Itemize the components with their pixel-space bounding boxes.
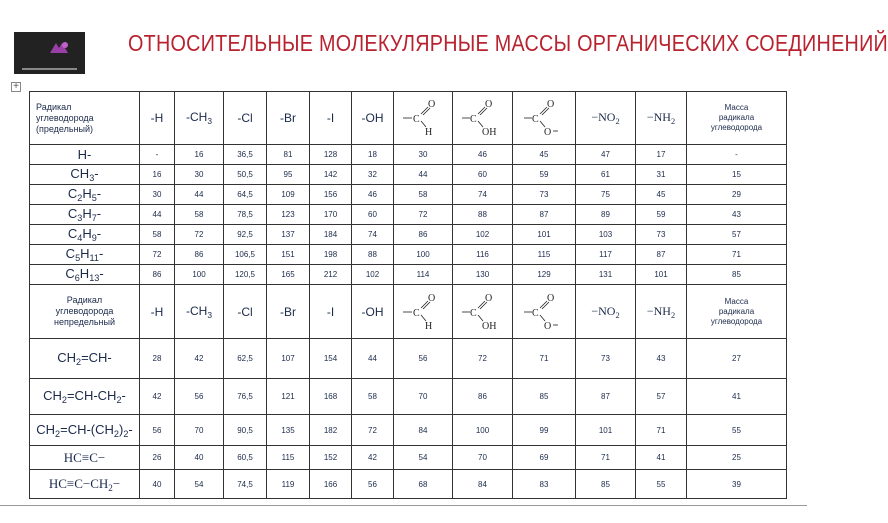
- mass-value-cell: 59: [513, 165, 576, 185]
- mass-value-cell: 121: [267, 379, 310, 415]
- mass-value-cell: 85: [687, 265, 787, 285]
- mass-value-cell: 73: [513, 185, 576, 205]
- table-row: [30, 225, 787, 245]
- formula-subscript: 4: [77, 233, 83, 243]
- col-radical-mass-header: Масса радикала углеводорода: [687, 92, 787, 145]
- svg-text:O: O: [544, 320, 552, 332]
- carboxylate-group-icon: [522, 98, 566, 138]
- mass-value-cell: 15: [687, 165, 787, 185]
- col-radical-mass-header-2: Масса радикала углеводорода: [687, 285, 787, 339]
- mass-value-cell: 30: [394, 145, 453, 165]
- logo: [14, 32, 85, 74]
- mass-value-cell: 50,5: [224, 165, 267, 185]
- formula-subscript: 7: [91, 213, 97, 223]
- col-oh-header: -OH: [352, 92, 394, 145]
- mass-value-cell: 47: [576, 145, 636, 165]
- table-row: [30, 165, 787, 185]
- table-row: [30, 446, 787, 470]
- mass-value-cell: 120,5: [224, 265, 267, 285]
- table-row: [30, 265, 787, 285]
- formula-part: HC≡C−CH: [48, 475, 109, 491]
- formula-subscript: 3: [89, 173, 95, 183]
- formula-part: ): [118, 421, 124, 437]
- mass-value-cell: 85: [513, 379, 576, 415]
- svg-text:O: O: [547, 292, 555, 304]
- svg-text:O: O: [428, 292, 436, 304]
- mass-value-cell: 84: [453, 470, 513, 499]
- aldehyde-group-icon: [401, 98, 445, 138]
- formula-part: -: [96, 186, 102, 201]
- col-no2-header-2: $-NO_2$: [576, 285, 636, 339]
- mass-value-cell: 166: [310, 470, 352, 499]
- table-row: [30, 339, 787, 379]
- col-nh2-header-2: $-NH_2$: [636, 285, 687, 339]
- mass-value-cell: 44: [140, 205, 175, 225]
- mass-value-cell: 168: [310, 379, 352, 415]
- formula-part: H: [82, 206, 92, 221]
- col-aldehyde-header-2: [394, 285, 453, 339]
- mass-value-cell: 72: [140, 245, 175, 265]
- mass-value-cell: 72: [352, 415, 394, 446]
- mass-value-cell: 69: [513, 446, 576, 470]
- formula-part: −: [112, 475, 121, 491]
- formula-part: CH: [43, 388, 62, 403]
- mass-value-cell: 154: [310, 339, 352, 379]
- mass-value-cell: 61: [576, 165, 636, 185]
- formula-part: -: [94, 166, 99, 181]
- mass-value-cell: 135: [267, 415, 310, 446]
- mass-value-cell: 70: [175, 415, 224, 446]
- formula-part: C: [67, 186, 78, 201]
- col-br-header: -Br: [267, 92, 310, 145]
- svg-text:C: C: [413, 307, 420, 319]
- logo-mark-icon: [48, 41, 70, 55]
- unsaturated-rows: [30, 339, 787, 499]
- mass-value-cell: 100: [453, 415, 513, 446]
- formula-subscript: 2: [77, 193, 83, 203]
- formula-part: C: [67, 226, 78, 241]
- mass-value-cell: 44: [352, 339, 394, 379]
- mass-value-cell: 101: [636, 265, 687, 285]
- mass-value-cell: 18: [352, 145, 394, 165]
- mass-value-cell: 71: [513, 339, 576, 379]
- mass-value-cell: 87: [576, 379, 636, 415]
- radical-formula-cell: [30, 339, 140, 379]
- mass-value-cell: 31: [636, 165, 687, 185]
- page-divider: [0, 505, 807, 506]
- mass-value-cell: 81: [267, 145, 310, 165]
- formula-subscript: 5: [75, 253, 81, 263]
- svg-text:O: O: [484, 292, 492, 304]
- mass-value-cell: 56: [352, 470, 394, 499]
- mass-value-cell: 72: [453, 339, 513, 379]
- mass-value-cell: 25: [687, 446, 787, 470]
- svg-text:O: O: [547, 99, 555, 110]
- radical-formula-cell: [30, 245, 140, 265]
- mass-value-cell: -: [140, 145, 175, 165]
- formula-part: C: [67, 206, 78, 221]
- mass-value-cell: 57: [687, 225, 787, 245]
- formula-subscript: 2: [116, 395, 122, 405]
- mass-value-cell: 58: [352, 379, 394, 415]
- mass-table-container: [29, 91, 784, 498]
- col-oh-header-2: -OH: [352, 285, 394, 339]
- table-row: [30, 245, 787, 265]
- col-acid-header-2: [453, 285, 513, 339]
- mass-value-cell: 156: [310, 185, 352, 205]
- mass-value-cell: 74,5: [224, 470, 267, 499]
- formula-subscript: 6: [74, 273, 80, 283]
- mass-value-cell: 43: [636, 339, 687, 379]
- formula-part: H: [82, 226, 92, 241]
- mass-value-cell: 58: [140, 225, 175, 245]
- formula-part: =CH-(CH: [60, 421, 114, 437]
- table-move-handle-icon[interactable]: +: [11, 82, 21, 92]
- col-cl-header-2: -Cl: [224, 285, 267, 339]
- mass-value-cell: 73: [576, 339, 636, 379]
- mass-value-cell: 86: [175, 245, 224, 265]
- mass-value-cell: 106,5: [224, 245, 267, 265]
- formula-subscript: 2: [55, 428, 61, 439]
- formula-part: C: [65, 246, 76, 261]
- col-ch3-header-2: $-CH_3$: [175, 285, 224, 339]
- radical-formula-cell: [30, 446, 140, 470]
- aldehyde-group-icon: [401, 292, 445, 332]
- col-br-header-2: -Br: [267, 285, 310, 339]
- radical-formula-cell: [30, 265, 140, 285]
- mass-value-cell: 87: [513, 205, 576, 225]
- mass-value-cell: 129: [513, 265, 576, 285]
- col-h-header: -H: [140, 92, 175, 145]
- formula-subscript: 2: [61, 395, 67, 405]
- mass-table: [29, 91, 787, 499]
- mass-value-cell: 90,5: [224, 415, 267, 446]
- mass-value-cell: 130: [453, 265, 513, 285]
- mass-value-cell: -: [687, 145, 787, 165]
- mass-value-cell: 86: [140, 265, 175, 285]
- mass-value-cell: 109: [267, 185, 310, 205]
- col-ch3-header: $-CH_3$: [175, 92, 224, 145]
- mass-value-cell: 102: [453, 225, 513, 245]
- mass-value-cell: 56: [175, 379, 224, 415]
- mass-value-cell: 16: [140, 165, 175, 185]
- radical-formula-cell: [30, 415, 140, 446]
- col-nh2-header: $-NH_2$: [636, 92, 687, 145]
- formula-part: CH: [57, 350, 76, 365]
- mass-value-cell: 58: [394, 185, 453, 205]
- mass-value-cell: 184: [310, 225, 352, 245]
- svg-text:O: O: [428, 99, 436, 110]
- mass-value-cell: 41: [687, 379, 787, 415]
- mass-value-cell: 71: [687, 245, 787, 265]
- mass-value-cell: 59: [636, 205, 687, 225]
- formula-subscript: 3: [77, 213, 83, 223]
- carboxyl-group-icon: [460, 292, 506, 332]
- radical-formula-cell: [30, 379, 140, 415]
- mass-value-cell: 55: [687, 415, 787, 446]
- mass-value-cell: 86: [394, 225, 453, 245]
- mass-value-cell: 68: [394, 470, 453, 499]
- mass-value-cell: 42: [175, 339, 224, 379]
- mass-value-cell: 44: [175, 185, 224, 205]
- mass-value-cell: 76,5: [224, 379, 267, 415]
- formula-part: H: [80, 246, 90, 261]
- mass-value-cell: 74: [453, 185, 513, 205]
- svg-text:C: C: [469, 114, 477, 125]
- saturated-rows: [30, 145, 787, 285]
- mass-value-cell: 54: [394, 446, 453, 470]
- mass-value-cell: 42: [352, 446, 394, 470]
- table-row: [30, 205, 787, 225]
- svg-text:OH: OH: [481, 320, 496, 332]
- svg-text:H: H: [425, 127, 433, 138]
- mass-value-cell: 198: [310, 245, 352, 265]
- mass-value-cell: 107: [267, 339, 310, 379]
- mass-value-cell: 29: [687, 185, 787, 205]
- mass-value-cell: 60: [453, 165, 513, 185]
- mass-value-cell: 84: [394, 415, 453, 446]
- formula-part: H: [79, 266, 90, 281]
- mass-value-cell: 101: [513, 225, 576, 245]
- table-row: [30, 185, 787, 205]
- formula-part: -: [121, 388, 126, 403]
- table-row: [30, 145, 787, 165]
- mass-value-cell: 170: [310, 205, 352, 225]
- mass-value-cell: 78,5: [224, 205, 267, 225]
- radical-label-saturated: Радикал углеводорода (предельный): [30, 92, 140, 145]
- mass-value-cell: 100: [394, 245, 453, 265]
- col-i-header-2: -I: [310, 285, 352, 339]
- mass-value-cell: 165: [267, 265, 310, 285]
- col-i-header: -I: [310, 92, 352, 145]
- mass-value-cell: 45: [513, 145, 576, 165]
- mass-value-cell: 102: [352, 265, 394, 285]
- mass-value-cell: 88: [352, 245, 394, 265]
- formula-part: H-: [77, 147, 92, 162]
- mass-value-cell: 86: [453, 379, 513, 415]
- mass-value-cell: 57: [636, 379, 687, 415]
- mass-value-cell: 46: [453, 145, 513, 165]
- mass-value-cell: 36,5: [224, 145, 267, 165]
- formula-part: -: [99, 266, 104, 281]
- mass-value-cell: 100: [175, 265, 224, 285]
- mass-value-cell: 43: [687, 205, 787, 225]
- mass-value-cell: 72: [175, 225, 224, 245]
- mass-value-cell: 212: [310, 265, 352, 285]
- mass-value-cell: 128: [310, 145, 352, 165]
- mass-value-cell: 151: [267, 245, 310, 265]
- mass-value-cell: 70: [453, 446, 513, 470]
- mass-value-cell: 88: [453, 205, 513, 225]
- table-row: [30, 379, 787, 415]
- mass-value-cell: 152: [310, 446, 352, 470]
- formula-part: -: [128, 421, 133, 437]
- svg-text:OH: OH: [481, 127, 496, 138]
- mass-value-cell: 27: [687, 339, 787, 379]
- mass-value-cell: 56: [394, 339, 453, 379]
- mass-value-cell: 95: [267, 165, 310, 185]
- mass-value-cell: 72: [394, 205, 453, 225]
- svg-text:C: C: [413, 114, 420, 125]
- mass-value-cell: 123: [267, 205, 310, 225]
- col-aldehyde-header: [394, 92, 453, 145]
- mass-value-cell: 62,5: [224, 339, 267, 379]
- mass-value-cell: 54: [175, 470, 224, 499]
- mass-value-cell: 85: [576, 470, 636, 499]
- mass-value-cell: 26: [140, 446, 175, 470]
- radical-label-unsaturated: Радикал углеводорода непредельный: [30, 285, 140, 339]
- table-row: [30, 470, 787, 499]
- formula-subscript: 2: [76, 357, 82, 367]
- mass-value-cell: 99: [513, 415, 576, 446]
- svg-text:C: C: [532, 307, 539, 319]
- mass-value-cell: 115: [513, 245, 576, 265]
- mass-value-cell: 41: [636, 446, 687, 470]
- mass-value-cell: 42: [140, 379, 175, 415]
- mass-value-cell: 58: [175, 205, 224, 225]
- mass-value-cell: 45: [636, 185, 687, 205]
- mass-value-cell: 87: [636, 245, 687, 265]
- radical-formula-cell: [30, 165, 140, 185]
- page-title: ОТНОСИТЕЛЬНЫЕ МОЛЕКУЛЯРНЫЕ МАССЫ ОРГАНИЧЕСКИХ СОЕДИНЕНИЙ: [128, 30, 888, 56]
- formula-subscript: 5: [91, 193, 97, 203]
- mass-value-cell: 64,5: [224, 185, 267, 205]
- mass-value-cell: 46: [352, 185, 394, 205]
- mass-value-cell: 119: [267, 470, 310, 499]
- mass-value-cell: 60,5: [224, 446, 267, 470]
- mass-value-cell: 39: [687, 470, 787, 499]
- formula-part: -: [96, 206, 102, 221]
- mass-value-cell: 32: [352, 165, 394, 185]
- mass-value-cell: 83: [513, 470, 576, 499]
- mass-value-cell: 40: [175, 446, 224, 470]
- col-ester-header-2: [513, 285, 576, 339]
- mass-value-cell: 101: [576, 415, 636, 446]
- formula-subscript: 2: [108, 482, 113, 493]
- mass-value-cell: 75: [576, 185, 636, 205]
- formula-part: H: [82, 186, 92, 201]
- svg-text:O: O: [544, 127, 552, 138]
- mass-value-cell: 103: [576, 225, 636, 245]
- mass-value-cell: 73: [636, 225, 687, 245]
- radical-formula-cell: [30, 225, 140, 245]
- svg-text:H: H: [425, 320, 433, 332]
- svg-text:C: C: [532, 114, 539, 125]
- mass-value-cell: 74: [352, 225, 394, 245]
- col-cl-header: -Cl: [224, 92, 267, 145]
- mass-value-cell: 116: [453, 245, 513, 265]
- mass-value-cell: 16: [175, 145, 224, 165]
- header-row-unsaturated: [30, 285, 787, 339]
- mass-value-cell: 92,5: [224, 225, 267, 245]
- mass-value-cell: 60: [352, 205, 394, 225]
- col-acid-header: [453, 92, 513, 145]
- formula-part: C: [65, 266, 75, 281]
- mass-value-cell: 55: [636, 470, 687, 499]
- radical-formula-cell: [30, 145, 140, 165]
- mass-value-cell: 71: [636, 415, 687, 446]
- formula-part: -: [96, 226, 102, 241]
- col-ester-header: [513, 92, 576, 145]
- mass-value-cell: 30: [175, 165, 224, 185]
- formula-part: =CH-CH: [66, 388, 117, 403]
- mass-value-cell: 71: [576, 446, 636, 470]
- mass-value-cell: 142: [310, 165, 352, 185]
- svg-text:O: O: [484, 99, 492, 110]
- formula-subscript: 2: [113, 428, 119, 439]
- formula-subscript: 13: [89, 273, 100, 283]
- mass-value-cell: 70: [394, 379, 453, 415]
- svg-text:C: C: [469, 307, 477, 319]
- mass-value-cell: 137: [267, 225, 310, 245]
- mass-value-cell: 131: [576, 265, 636, 285]
- mass-value-cell: 30: [140, 185, 175, 205]
- mass-value-cell: 28: [140, 339, 175, 379]
- radical-formula-cell: [30, 185, 140, 205]
- logo-caption: [22, 68, 77, 70]
- formula-part: CH: [36, 421, 56, 437]
- table-row: [30, 415, 787, 446]
- mass-value-cell: 114: [394, 265, 453, 285]
- mass-value-cell: 56: [140, 415, 175, 446]
- mass-value-cell: 89: [576, 205, 636, 225]
- formula-subscript: 11: [89, 253, 99, 263]
- mass-value-cell: 44: [394, 165, 453, 185]
- header-row-saturated: [30, 92, 787, 145]
- formula-subscript: 9: [91, 233, 97, 243]
- mass-value-cell: 182: [310, 415, 352, 446]
- carboxyl-group-icon: [460, 98, 506, 138]
- radical-formula-cell: [30, 470, 140, 499]
- formula-subscript: 2: [123, 428, 129, 439]
- formula-part: HC≡C−: [63, 449, 106, 465]
- carboxylate-group-icon: [522, 292, 566, 332]
- radical-formula-cell: [30, 205, 140, 225]
- formula-part: -: [98, 246, 104, 261]
- mass-value-cell: 40: [140, 470, 175, 499]
- formula-part: CH: [70, 166, 90, 181]
- col-no2-header: $-NO_2$: [576, 92, 636, 145]
- mass-value-cell: 17: [636, 145, 687, 165]
- col-h-header-2: -H: [140, 285, 175, 339]
- formula-part: =CH-: [81, 350, 112, 365]
- mass-value-cell: 117: [576, 245, 636, 265]
- mass-value-cell: 115: [267, 446, 310, 470]
